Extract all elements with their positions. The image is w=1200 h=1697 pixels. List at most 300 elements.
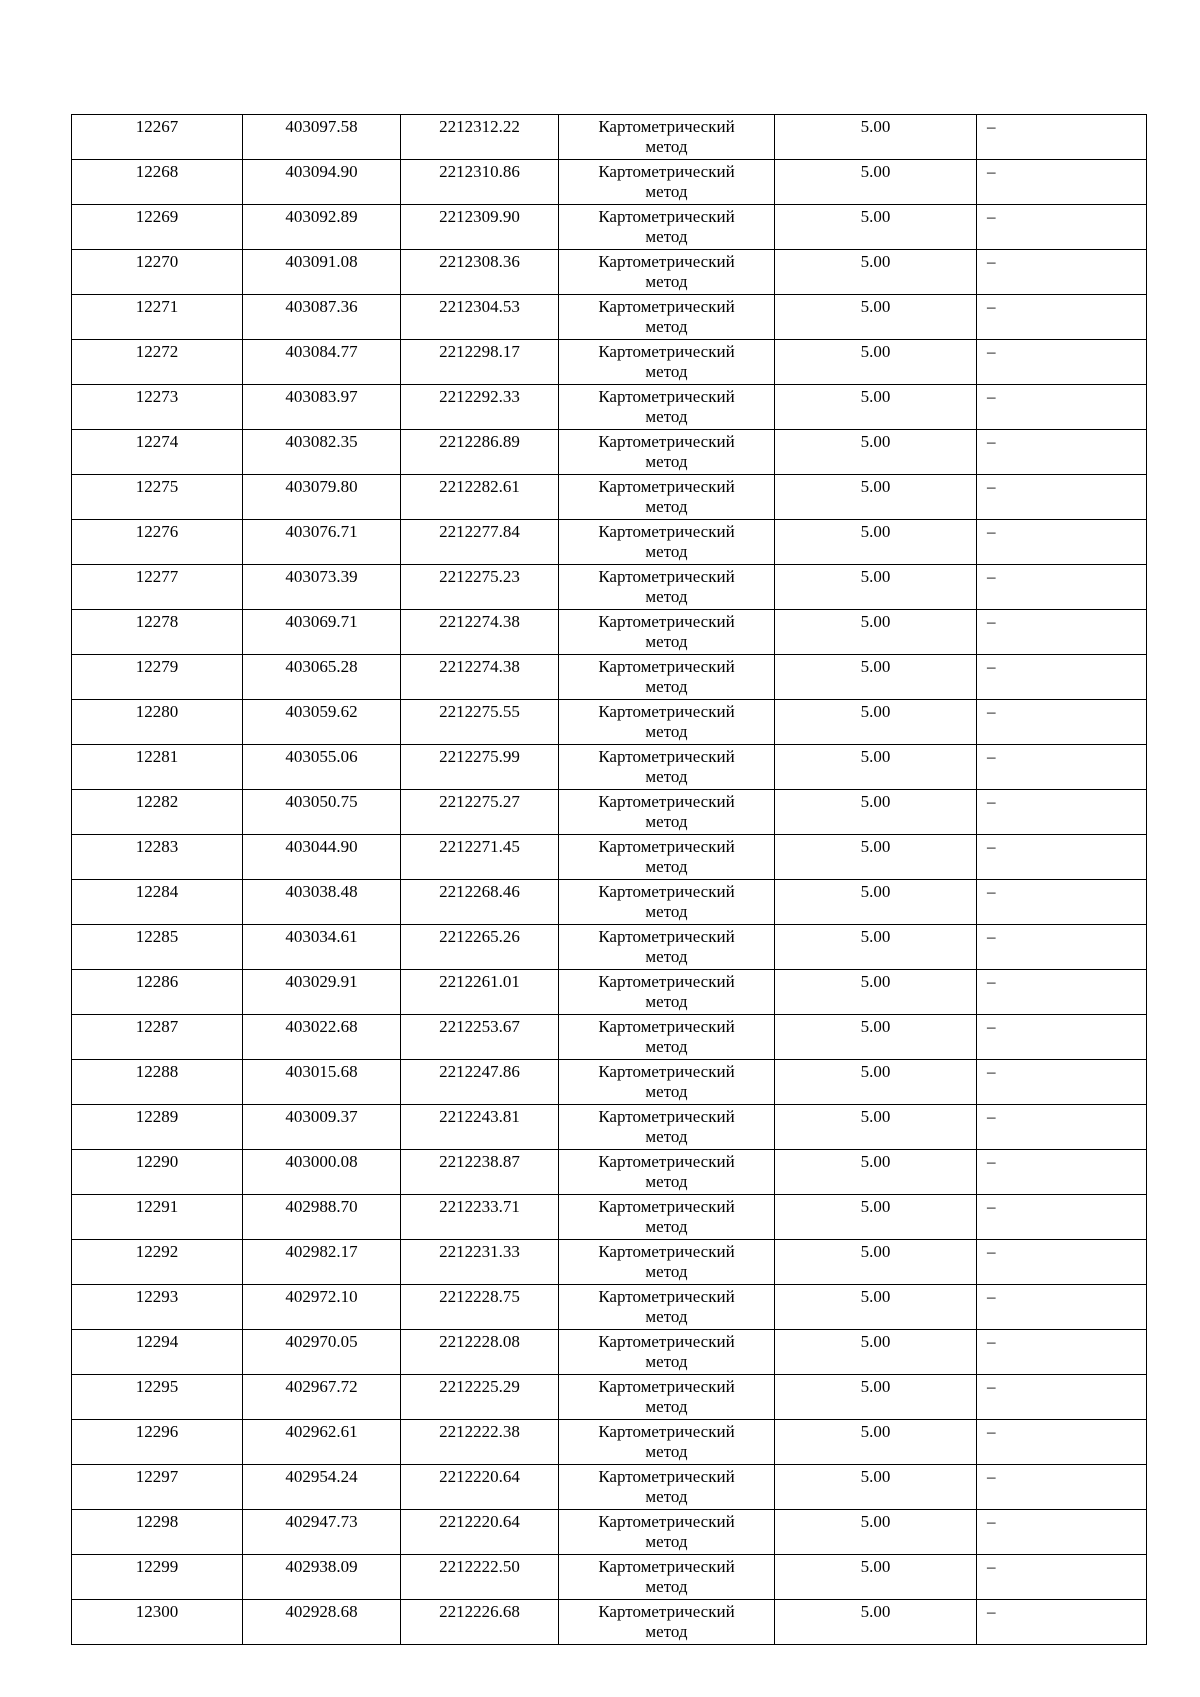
table-row (72, 205, 1147, 250)
method-line-1: Картометрический (598, 657, 735, 676)
point-number-cell: 12281 (72, 745, 243, 790)
table-row (72, 1060, 1147, 1105)
accuracy-cell: 5.00 (775, 1285, 977, 1330)
method-cell (559, 250, 775, 295)
y-coordinate-cell: 2212238.87 (401, 1150, 559, 1195)
method-cell (559, 880, 775, 925)
method-line-1: Картометрический (598, 1602, 735, 1621)
y-coordinate-cell: 2212222.38 (401, 1420, 559, 1465)
accuracy-cell: 5.00 (775, 520, 977, 565)
point-number-cell: 12275 (72, 475, 243, 520)
method-line-1: Картометрический (598, 567, 735, 586)
method-cell (559, 1330, 775, 1375)
note-cell: – (977, 160, 1147, 205)
method-line-1: Картометрический (598, 342, 735, 361)
note-cell: – (977, 1420, 1147, 1465)
table-row (72, 700, 1147, 745)
point-number-cell: 12272 (72, 340, 243, 385)
accuracy-cell: 5.00 (775, 655, 977, 700)
x-coordinate-cell: 403022.68 (243, 1015, 401, 1060)
table-row (72, 565, 1147, 610)
method-line-1: Картометрический (598, 1152, 735, 1171)
x-coordinate-cell: 402988.70 (243, 1195, 401, 1240)
table-row (72, 1015, 1147, 1060)
x-coordinate-cell: 403087.36 (243, 295, 401, 340)
y-coordinate-cell: 2212271.45 (401, 835, 559, 880)
y-coordinate-cell: 2212225.29 (401, 1375, 559, 1420)
method-line-1: Картометрический (598, 207, 735, 226)
method-cell (559, 340, 775, 385)
table-row (72, 1375, 1147, 1420)
accuracy-cell: 5.00 (775, 1420, 977, 1465)
note-cell: – (977, 565, 1147, 610)
accuracy-cell: 5.00 (775, 205, 977, 250)
method-line-2: метод (645, 1622, 688, 1641)
method-line-2: метод (645, 722, 688, 741)
method-line-2: метод (645, 1082, 688, 1101)
method-cell (559, 1420, 775, 1465)
note-cell: – (977, 430, 1147, 475)
x-coordinate-cell: 403069.71 (243, 610, 401, 655)
y-coordinate-cell: 2212312.22 (401, 115, 559, 160)
method-cell (559, 1600, 775, 1645)
method-cell (559, 610, 775, 655)
y-coordinate-cell: 2212308.36 (401, 250, 559, 295)
accuracy-cell: 5.00 (775, 1015, 977, 1060)
y-coordinate-cell: 2212228.75 (401, 1285, 559, 1330)
method-line-2: метод (645, 1172, 688, 1191)
method-line-2: метод (645, 1577, 688, 1596)
point-number-cell: 12286 (72, 970, 243, 1015)
accuracy-cell: 5.00 (775, 1510, 977, 1555)
method-cell (559, 160, 775, 205)
table-row (72, 340, 1147, 385)
method-line-1: Картометрический (598, 1557, 735, 1576)
method-cell (559, 1150, 775, 1195)
method-line-2: метод (645, 1397, 688, 1416)
point-number-cell: 12296 (72, 1420, 243, 1465)
x-coordinate-cell: 403073.39 (243, 565, 401, 610)
method-line-1: Картометрический (598, 1467, 735, 1486)
x-coordinate-cell: 403084.77 (243, 340, 401, 385)
coordinates-table (71, 114, 1147, 1645)
table-row (72, 610, 1147, 655)
y-coordinate-cell: 2212220.64 (401, 1465, 559, 1510)
accuracy-cell: 5.00 (775, 1195, 977, 1240)
accuracy-cell: 5.00 (775, 925, 977, 970)
x-coordinate-cell: 403009.37 (243, 1105, 401, 1150)
accuracy-cell: 5.00 (775, 250, 977, 295)
x-coordinate-cell: 402954.24 (243, 1465, 401, 1510)
y-coordinate-cell: 2212275.27 (401, 790, 559, 835)
point-number-cell: 12277 (72, 565, 243, 610)
method-line-1: Картометрический (598, 927, 735, 946)
y-coordinate-cell: 2212310.86 (401, 160, 559, 205)
y-coordinate-cell: 2212275.55 (401, 700, 559, 745)
method-line-1: Картометрический (598, 1242, 735, 1261)
table-row (72, 1555, 1147, 1600)
x-coordinate-cell: 403000.08 (243, 1150, 401, 1195)
note-cell: – (977, 1285, 1147, 1330)
x-coordinate-cell: 402962.61 (243, 1420, 401, 1465)
y-coordinate-cell: 2212274.38 (401, 610, 559, 655)
point-number-cell: 12268 (72, 160, 243, 205)
note-cell: – (977, 1105, 1147, 1150)
x-coordinate-cell: 403083.97 (243, 385, 401, 430)
point-number-cell: 12276 (72, 520, 243, 565)
y-coordinate-cell: 2212226.68 (401, 1600, 559, 1645)
x-coordinate-cell: 402928.68 (243, 1600, 401, 1645)
accuracy-cell: 5.00 (775, 880, 977, 925)
y-coordinate-cell: 2212231.33 (401, 1240, 559, 1285)
method-line-2: метод (645, 227, 688, 246)
x-coordinate-cell: 403034.61 (243, 925, 401, 970)
table-row (72, 1285, 1147, 1330)
method-line-2: метод (645, 542, 688, 561)
method-line-2: метод (645, 1352, 688, 1371)
y-coordinate-cell: 2212304.53 (401, 295, 559, 340)
method-line-2: метод (645, 1037, 688, 1056)
method-cell (559, 1240, 775, 1285)
note-cell: – (977, 295, 1147, 340)
note-cell: – (977, 925, 1147, 970)
method-cell (559, 1375, 775, 1420)
accuracy-cell: 5.00 (775, 160, 977, 205)
table-row (72, 1195, 1147, 1240)
note-cell: – (977, 610, 1147, 655)
table-row (72, 1420, 1147, 1465)
accuracy-cell: 5.00 (775, 745, 977, 790)
method-line-2: метод (645, 1127, 688, 1146)
point-number-cell: 12291 (72, 1195, 243, 1240)
note-cell: – (977, 250, 1147, 295)
method-line-1: Картометрический (598, 882, 735, 901)
y-coordinate-cell: 2212268.46 (401, 880, 559, 925)
point-number-cell: 12292 (72, 1240, 243, 1285)
accuracy-cell: 5.00 (775, 1465, 977, 1510)
table-row (72, 1105, 1147, 1150)
accuracy-cell: 5.00 (775, 610, 977, 655)
note-cell: – (977, 1465, 1147, 1510)
method-line-2: метод (645, 1532, 688, 1551)
accuracy-cell: 5.00 (775, 1105, 977, 1150)
method-cell (559, 385, 775, 430)
x-coordinate-cell: 403094.90 (243, 160, 401, 205)
note-cell: – (977, 970, 1147, 1015)
point-number-cell: 12300 (72, 1600, 243, 1645)
point-number-cell: 12279 (72, 655, 243, 700)
note-cell: – (977, 115, 1147, 160)
method-line-2: метод (645, 632, 688, 651)
accuracy-cell: 5.00 (775, 1330, 977, 1375)
note-cell: – (977, 1555, 1147, 1600)
accuracy-cell: 5.00 (775, 790, 977, 835)
point-number-cell: 12285 (72, 925, 243, 970)
method-line-2: метод (645, 857, 688, 876)
y-coordinate-cell: 2212298.17 (401, 340, 559, 385)
point-number-cell: 12274 (72, 430, 243, 475)
point-number-cell: 12289 (72, 1105, 243, 1150)
method-line-1: Картометрический (598, 162, 735, 181)
note-cell: – (977, 1240, 1147, 1285)
table-row (72, 295, 1147, 340)
method-line-1: Картометрический (598, 432, 735, 451)
table-row (72, 475, 1147, 520)
y-coordinate-cell: 2212292.33 (401, 385, 559, 430)
note-cell: – (977, 790, 1147, 835)
method-line-1: Картометрический (598, 1512, 735, 1531)
method-line-2: метод (645, 272, 688, 291)
method-line-2: метод (645, 1487, 688, 1506)
x-coordinate-cell: 403091.08 (243, 250, 401, 295)
method-cell (559, 565, 775, 610)
x-coordinate-cell: 402982.17 (243, 1240, 401, 1285)
y-coordinate-cell: 2212275.23 (401, 565, 559, 610)
accuracy-cell: 5.00 (775, 115, 977, 160)
method-line-2: метод (645, 902, 688, 921)
x-coordinate-cell: 403059.62 (243, 700, 401, 745)
method-line-2: метод (645, 1307, 688, 1326)
accuracy-cell: 5.00 (775, 475, 977, 520)
accuracy-cell: 5.00 (775, 1375, 977, 1420)
y-coordinate-cell: 2212286.89 (401, 430, 559, 475)
y-coordinate-cell: 2212274.38 (401, 655, 559, 700)
point-number-cell: 12284 (72, 880, 243, 925)
table-row (72, 745, 1147, 790)
point-number-cell: 12298 (72, 1510, 243, 1555)
table-row (72, 880, 1147, 925)
table-row (72, 1330, 1147, 1375)
note-cell: – (977, 340, 1147, 385)
accuracy-cell: 5.00 (775, 1060, 977, 1105)
table-row (72, 790, 1147, 835)
y-coordinate-cell: 2212261.01 (401, 970, 559, 1015)
note-cell: – (977, 520, 1147, 565)
note-cell: – (977, 1375, 1147, 1420)
table-row (72, 250, 1147, 295)
point-number-cell: 12293 (72, 1285, 243, 1330)
y-coordinate-cell: 2212277.84 (401, 520, 559, 565)
table-row (72, 970, 1147, 1015)
method-cell (559, 655, 775, 700)
method-line-1: Картометрический (598, 1377, 735, 1396)
method-line-1: Картометрический (598, 702, 735, 721)
method-line-1: Картометрический (598, 1107, 735, 1126)
method-cell (559, 1285, 775, 1330)
method-line-1: Картометрический (598, 117, 735, 136)
table-row (72, 1600, 1147, 1645)
note-cell: – (977, 1015, 1147, 1060)
y-coordinate-cell: 2212275.99 (401, 745, 559, 790)
method-cell (559, 700, 775, 745)
point-number-cell: 12294 (72, 1330, 243, 1375)
note-cell: – (977, 1600, 1147, 1645)
note-cell: – (977, 1510, 1147, 1555)
table-row (72, 925, 1147, 970)
method-line-1: Картометрический (598, 612, 735, 631)
note-cell: – (977, 745, 1147, 790)
method-line-1: Картометрический (598, 972, 735, 991)
point-number-cell: 12271 (72, 295, 243, 340)
accuracy-cell: 5.00 (775, 565, 977, 610)
x-coordinate-cell: 403097.58 (243, 115, 401, 160)
point-number-cell: 12278 (72, 610, 243, 655)
method-line-1: Картометрический (598, 297, 735, 316)
method-cell (559, 1015, 775, 1060)
x-coordinate-cell: 403079.80 (243, 475, 401, 520)
method-cell (559, 205, 775, 250)
note-cell: – (977, 205, 1147, 250)
point-number-cell: 12290 (72, 1150, 243, 1195)
note-cell: – (977, 1195, 1147, 1240)
point-number-cell: 12299 (72, 1555, 243, 1600)
method-cell (559, 115, 775, 160)
accuracy-cell: 5.00 (775, 430, 977, 475)
method-line-1: Картометрический (598, 1332, 735, 1351)
method-cell (559, 745, 775, 790)
method-line-1: Картометрический (598, 252, 735, 271)
accuracy-cell: 5.00 (775, 1555, 977, 1600)
method-line-2: метод (645, 1217, 688, 1236)
method-cell (559, 1060, 775, 1105)
y-coordinate-cell: 2212222.50 (401, 1555, 559, 1600)
table-row (72, 655, 1147, 700)
method-cell (559, 925, 775, 970)
table-row (72, 1510, 1147, 1555)
method-line-2: метод (645, 992, 688, 1011)
x-coordinate-cell: 403050.75 (243, 790, 401, 835)
table-row (72, 1465, 1147, 1510)
point-number-cell: 12288 (72, 1060, 243, 1105)
accuracy-cell: 5.00 (775, 1150, 977, 1195)
x-coordinate-cell: 403076.71 (243, 520, 401, 565)
y-coordinate-cell: 2212228.08 (401, 1330, 559, 1375)
method-cell (559, 1105, 775, 1150)
method-cell (559, 970, 775, 1015)
y-coordinate-cell: 2212220.64 (401, 1510, 559, 1555)
table-body (72, 115, 1147, 1645)
method-line-2: метод (645, 497, 688, 516)
table-row (72, 385, 1147, 430)
x-coordinate-cell: 402970.05 (243, 1330, 401, 1375)
method-line-2: метод (645, 587, 688, 606)
note-cell: – (977, 475, 1147, 520)
method-line-2: метод (645, 947, 688, 966)
table-row (72, 1150, 1147, 1195)
method-line-1: Картометрический (598, 477, 735, 496)
method-line-2: метод (645, 812, 688, 831)
x-coordinate-cell: 403055.06 (243, 745, 401, 790)
accuracy-cell: 5.00 (775, 1240, 977, 1285)
method-line-1: Картометрический (598, 1422, 735, 1441)
x-coordinate-cell: 403065.28 (243, 655, 401, 700)
method-cell (559, 520, 775, 565)
table-row (72, 115, 1147, 160)
accuracy-cell: 5.00 (775, 385, 977, 430)
method-line-2: метод (645, 452, 688, 471)
method-cell (559, 475, 775, 520)
accuracy-cell: 5.00 (775, 700, 977, 745)
table-row (72, 430, 1147, 475)
method-line-1: Картометрический (598, 1197, 735, 1216)
x-coordinate-cell: 403038.48 (243, 880, 401, 925)
x-coordinate-cell: 402967.72 (243, 1375, 401, 1420)
table-row (72, 160, 1147, 205)
table-row (72, 520, 1147, 565)
method-line-1: Картометрический (598, 387, 735, 406)
note-cell: – (977, 880, 1147, 925)
accuracy-cell: 5.00 (775, 835, 977, 880)
accuracy-cell: 5.00 (775, 340, 977, 385)
y-coordinate-cell: 2212309.90 (401, 205, 559, 250)
method-line-2: метод (645, 407, 688, 426)
method-cell (559, 790, 775, 835)
method-line-1: Картометрический (598, 792, 735, 811)
x-coordinate-cell: 403082.35 (243, 430, 401, 475)
table-row (72, 1240, 1147, 1285)
method-cell (559, 295, 775, 340)
note-cell: – (977, 1330, 1147, 1375)
point-number-cell: 12282 (72, 790, 243, 835)
y-coordinate-cell: 2212247.86 (401, 1060, 559, 1105)
method-cell (559, 835, 775, 880)
accuracy-cell: 5.00 (775, 295, 977, 340)
method-line-2: метод (645, 182, 688, 201)
point-number-cell: 12273 (72, 385, 243, 430)
method-line-1: Картометрический (598, 1017, 735, 1036)
accuracy-cell: 5.00 (775, 970, 977, 1015)
point-number-cell: 12287 (72, 1015, 243, 1060)
method-line-2: метод (645, 767, 688, 786)
y-coordinate-cell: 2212233.71 (401, 1195, 559, 1240)
point-number-cell: 12267 (72, 115, 243, 160)
point-number-cell: 12270 (72, 250, 243, 295)
note-cell: – (977, 1060, 1147, 1105)
note-cell: – (977, 1150, 1147, 1195)
note-cell: – (977, 700, 1147, 745)
note-cell: – (977, 835, 1147, 880)
point-number-cell: 12269 (72, 205, 243, 250)
y-coordinate-cell: 2212282.61 (401, 475, 559, 520)
method-line-1: Картометрический (598, 837, 735, 856)
method-cell (559, 1195, 775, 1240)
point-number-cell: 12297 (72, 1465, 243, 1510)
point-number-cell: 12280 (72, 700, 243, 745)
method-line-1: Картометрический (598, 522, 735, 541)
x-coordinate-cell: 402972.10 (243, 1285, 401, 1330)
x-coordinate-cell: 402947.73 (243, 1510, 401, 1555)
method-line-2: метод (645, 677, 688, 696)
accuracy-cell: 5.00 (775, 1600, 977, 1645)
table-row (72, 835, 1147, 880)
point-number-cell: 12295 (72, 1375, 243, 1420)
method-line-1: Картометрический (598, 747, 735, 766)
method-line-1: Картометрический (598, 1062, 735, 1081)
y-coordinate-cell: 2212265.26 (401, 925, 559, 970)
x-coordinate-cell: 403092.89 (243, 205, 401, 250)
method-line-2: метод (645, 1262, 688, 1281)
method-line-1: Картометрический (598, 1287, 735, 1306)
method-cell (559, 1555, 775, 1600)
x-coordinate-cell: 403044.90 (243, 835, 401, 880)
note-cell: – (977, 655, 1147, 700)
y-coordinate-cell: 2212243.81 (401, 1105, 559, 1150)
method-line-2: метод (645, 362, 688, 381)
method-cell (559, 430, 775, 475)
method-line-2: метод (645, 317, 688, 336)
method-cell (559, 1510, 775, 1555)
method-cell (559, 1465, 775, 1510)
